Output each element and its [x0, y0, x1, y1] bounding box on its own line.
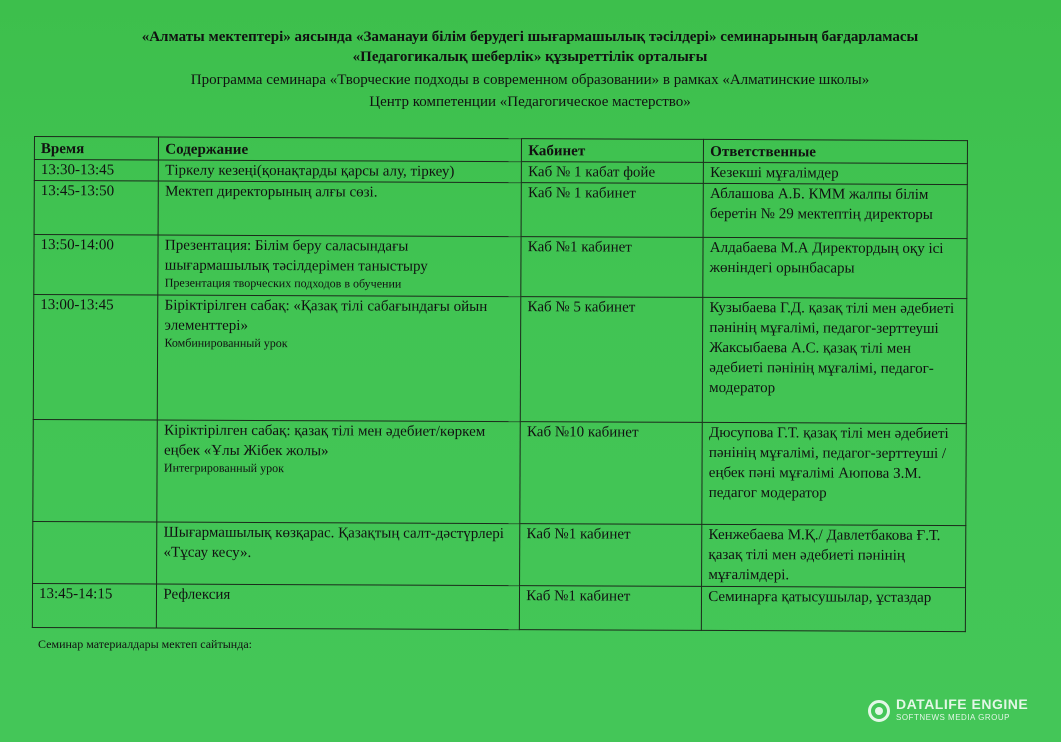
cell-time: [33, 521, 158, 584]
footnote: Семинар материалдары мектеп сайтында:: [38, 637, 252, 651]
cell-content: [158, 181, 521, 237]
cell-time: 13:30-13:45: [34, 160, 158, 182]
table-row: [33, 295, 967, 424]
cell-time: 13:50-14:00: [34, 235, 159, 296]
watermark-main: DATALIFE ENGINE: [896, 696, 1029, 712]
cell-content: [157, 584, 520, 630]
cell-responsible: Кезекші мұғалімдер: [704, 162, 968, 184]
table-row: [34, 181, 967, 239]
column-header-time: Время: [34, 137, 158, 161]
table-row: [33, 521, 966, 587]
content-note: Презентация творческих подходов в обучении: [164, 275, 402, 291]
content-note: Интегрированный урок: [163, 460, 284, 476]
cell-room: Каб № 5 кабинет: [521, 297, 704, 423]
subtitle-russian: Центр компетенции «Педагогическое мастерство»: [369, 94, 691, 110]
datalife-logo-icon: [868, 700, 890, 722]
cell-content: [158, 235, 521, 297]
cell-room: Каб № 1 кабат фойе: [522, 162, 704, 184]
cell-responsible: Кузыбаева Г.Д. қазақ тілі мен әдебиеті пәнінің мұғалімі, педагог-зерттеуші Жаксыбаева А.С. қазақ тілі мен әдебиеті пәнінің мұғалімі, педагог-модератор: [703, 297, 967, 423]
content-text: Презентация: Білім беру саласындағы шығармашылық тәсілдерімен таныстыру: [164, 237, 428, 275]
cell-room: Каб №1 кабинет: [520, 586, 702, 631]
cell-time: 13:45-14:15: [32, 583, 157, 628]
title-russian: Программа семинара «Творческие подходы в современном образовании» в рамках «Алматинские школы»: [190, 72, 870, 88]
cell-responsible: Семинарға қатысушылар, ұстаздар: [702, 586, 966, 631]
cell-responsible: Алдабаева М.А Директордың оқу ісі жөніндегі орынбасары: [703, 237, 967, 298]
content-text: Тіркелу кезеңі(қонақтарды қарсы алу, тіркеу): [165, 162, 455, 180]
title-kazakh: «Алматы мектептері» аясында «Заманауи білім берудегі шығармашылық тәсілдері» семинарының бағдарламасы: [141, 29, 919, 45]
cell-time: 13:45-13:50: [34, 181, 159, 236]
cell-room: Каб № 1 кабинет: [521, 183, 703, 238]
content-text: Біріктірілген сабақ: «Қазақ тілі сабағындағы ойын элементтері»: [164, 297, 488, 334]
column-header-responsible: Ответственные: [704, 139, 968, 163]
cell-content: [159, 160, 522, 183]
table-row: [32, 583, 965, 631]
content-text: Кіріктірілген сабақ: қазақ тілі мен әдебиет/көркем еңбек «Ұлы Жібек жолы»: [163, 422, 486, 460]
cell-content: [157, 420, 520, 524]
watermark-text: [896, 698, 1028, 724]
column-header-content: Содержание: [159, 137, 522, 162]
content-note: Комбинированный урок: [164, 335, 288, 351]
subtitle-kazakh: «Педагогикалық шеберлік» құзыреттілік орталығы: [352, 49, 708, 65]
cell-room: Каб №1 кабинет: [521, 237, 703, 298]
table-row: [33, 419, 966, 525]
cell-content: [158, 295, 521, 422]
table-row: [34, 235, 967, 299]
cell-time: [33, 419, 158, 522]
cell-room: Каб №10 кабинет: [520, 422, 702, 525]
cell-time: 13:00-13:45: [33, 295, 158, 421]
cell-responsible: Дюсупова Г.Т. қазақ тілі мен әдебиеті пәнінің мұғалімі, педагог-зерттеуші /еңбек пәні мұғалімі Аюпова З.М. педагог модератор: [702, 422, 966, 525]
program-table: [32, 136, 968, 632]
cell-room: Каб №1 кабинет: [520, 524, 702, 587]
content-text: Шығармашылық көзқарас. Қазақтың салт-дәстүрлері «Тұсау кесу».: [163, 524, 504, 561]
cell-responsible: Кенжебаева М.Қ./ Давлетбакова Ғ.Т. қазақ тілі мен әдебиеті пәнінің мұғалімдері.: [702, 524, 966, 587]
column-header-room: Кабинет: [522, 139, 704, 163]
table-header-row: [34, 137, 967, 164]
watermark-sub: SOFTNEWS MEDIA GROUP: [896, 713, 1011, 722]
content-text: Мектеп директорының алғы сөзі.: [165, 183, 378, 201]
watermark: [868, 698, 1028, 724]
cell-responsible: Аблашова А.Б. КММ жалпы білім беретін № 29 мектептің директоры: [703, 183, 967, 238]
content-text: Рефлексия: [163, 586, 231, 603]
cell-content: [157, 522, 520, 586]
